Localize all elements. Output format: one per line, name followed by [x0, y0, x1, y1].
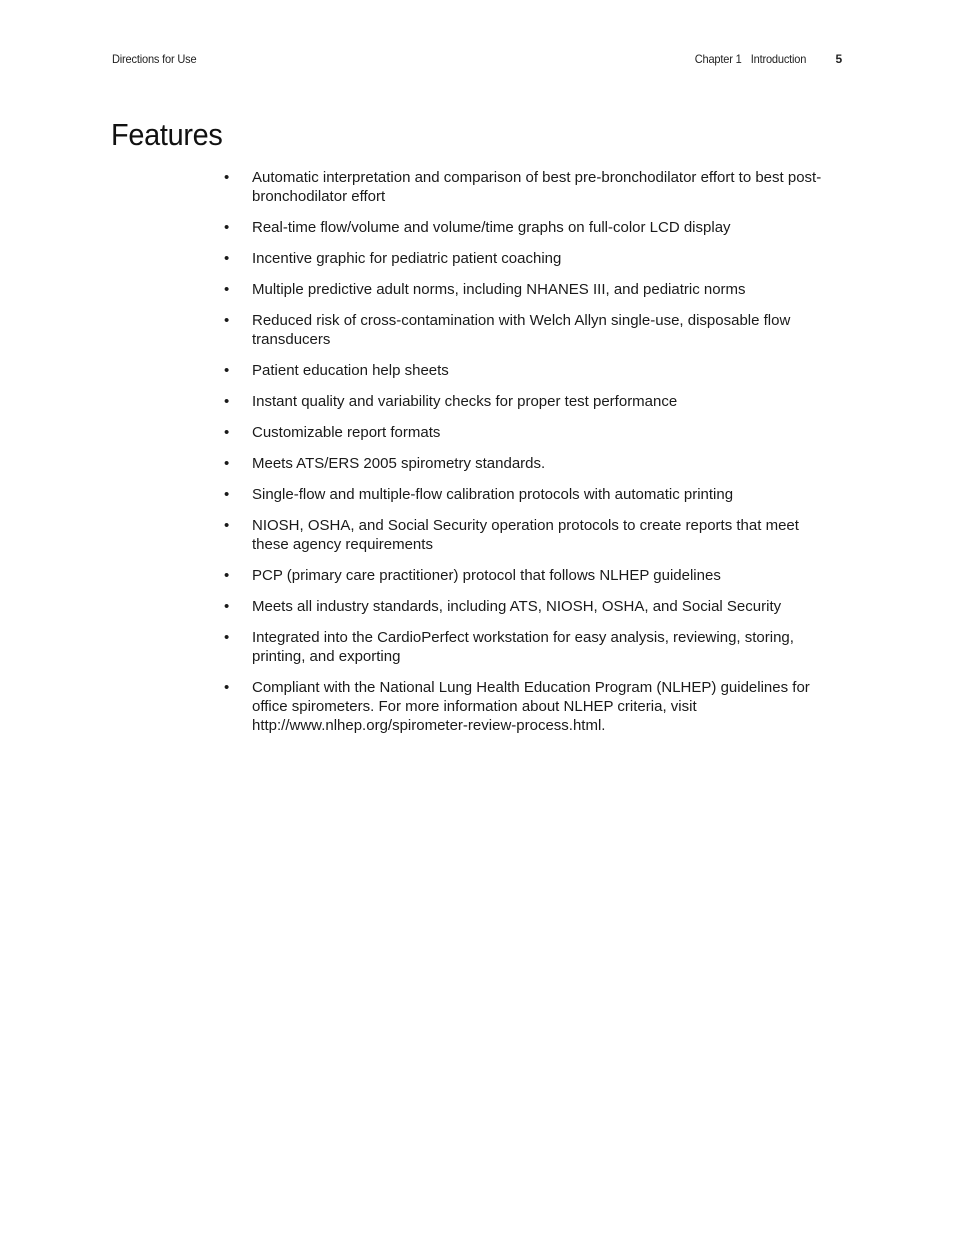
feature-item	[224, 566, 834, 585]
bullet-icon: •	[224, 679, 230, 696]
feature-item	[224, 628, 834, 666]
bullet-icon: •	[224, 362, 230, 379]
feature-text: Customizable report formats	[252, 424, 441, 441]
bullet-icon: •	[224, 629, 230, 646]
running-header-right	[685, 52, 842, 66]
feature-text: Real-time flow/volume and volume/time graphs on full-color LCD display	[252, 219, 731, 236]
feature-item	[224, 392, 834, 411]
bullet-icon: •	[224, 424, 230, 441]
feature-item	[224, 218, 834, 237]
bullet-icon: •	[224, 312, 230, 329]
feature-text: Compliant with the National Lung Health Education Program (NLHEP) guidelines for office spirometers. For more information about NLHEP criteria, visit http://www.nlhep.org/spirometer-review-process.html.	[252, 679, 810, 734]
feature-text: Multiple predictive adult norms, including NHANES III, and pediatric norms	[252, 281, 746, 298]
bullet-icon: •	[224, 517, 230, 534]
page-number: 5	[835, 52, 842, 66]
feature-item	[224, 678, 834, 735]
feature-text: Automatic interpretation and comparison of best pre-bronchodilator effort to best post-bronchodilator effort	[252, 169, 822, 205]
bullet-icon: •	[224, 219, 230, 236]
feature-text: NIOSH, OSHA, and Social Security operation protocols to create reports that meet these agency requirements	[252, 517, 799, 553]
bullet-icon: •	[224, 393, 230, 410]
feature-text: Patient education help sheets	[252, 362, 449, 379]
feature-text: PCP (primary care practitioner) protocol that follows NLHEP guidelines	[252, 567, 721, 584]
feature-item	[224, 454, 834, 473]
feature-text: Meets all industry standards, including ATS, NIOSH, OSHA, and Social Security	[252, 598, 782, 615]
feature-text: Reduced risk of cross-contamination with Welch Allyn single-use, disposable flow transducers	[252, 312, 791, 348]
bullet-icon: •	[224, 281, 230, 298]
bullet-icon: •	[224, 598, 230, 615]
feature-item	[224, 423, 834, 442]
feature-item	[224, 485, 834, 504]
feature-item	[224, 280, 834, 299]
feature-text: Integrated into the CardioPerfect workstation for easy analysis, reviewing, storing, printing, and exporting	[252, 629, 794, 665]
feature-list	[224, 168, 834, 747]
chapter-number: Chapter 1	[694, 52, 742, 66]
section-title: Features	[111, 117, 223, 152]
chapter-section: Introduction	[751, 52, 807, 66]
feature-item	[224, 361, 834, 380]
feature-text: Single-flow and multiple-flow calibration protocols with automatic printing	[252, 486, 734, 503]
document-title: Directions for Use	[112, 52, 197, 66]
feature-text: Incentive graphic for pediatric patient coaching	[252, 250, 562, 267]
feature-text: Instant quality and variability checks for proper test performance	[252, 393, 678, 410]
feature-item	[224, 516, 834, 554]
feature-item	[224, 597, 834, 616]
bullet-icon: •	[224, 250, 230, 267]
feature-item	[224, 311, 834, 349]
feature-text: Meets ATS/ERS 2005 spirometry standards.	[252, 455, 546, 472]
bullet-icon: •	[224, 486, 230, 503]
bullet-icon: •	[224, 169, 230, 186]
feature-item	[224, 168, 834, 206]
chapter-label	[695, 52, 807, 66]
bullet-icon: •	[224, 455, 230, 472]
page-header	[112, 52, 842, 70]
feature-item	[224, 249, 834, 268]
bullet-icon: •	[224, 567, 230, 584]
